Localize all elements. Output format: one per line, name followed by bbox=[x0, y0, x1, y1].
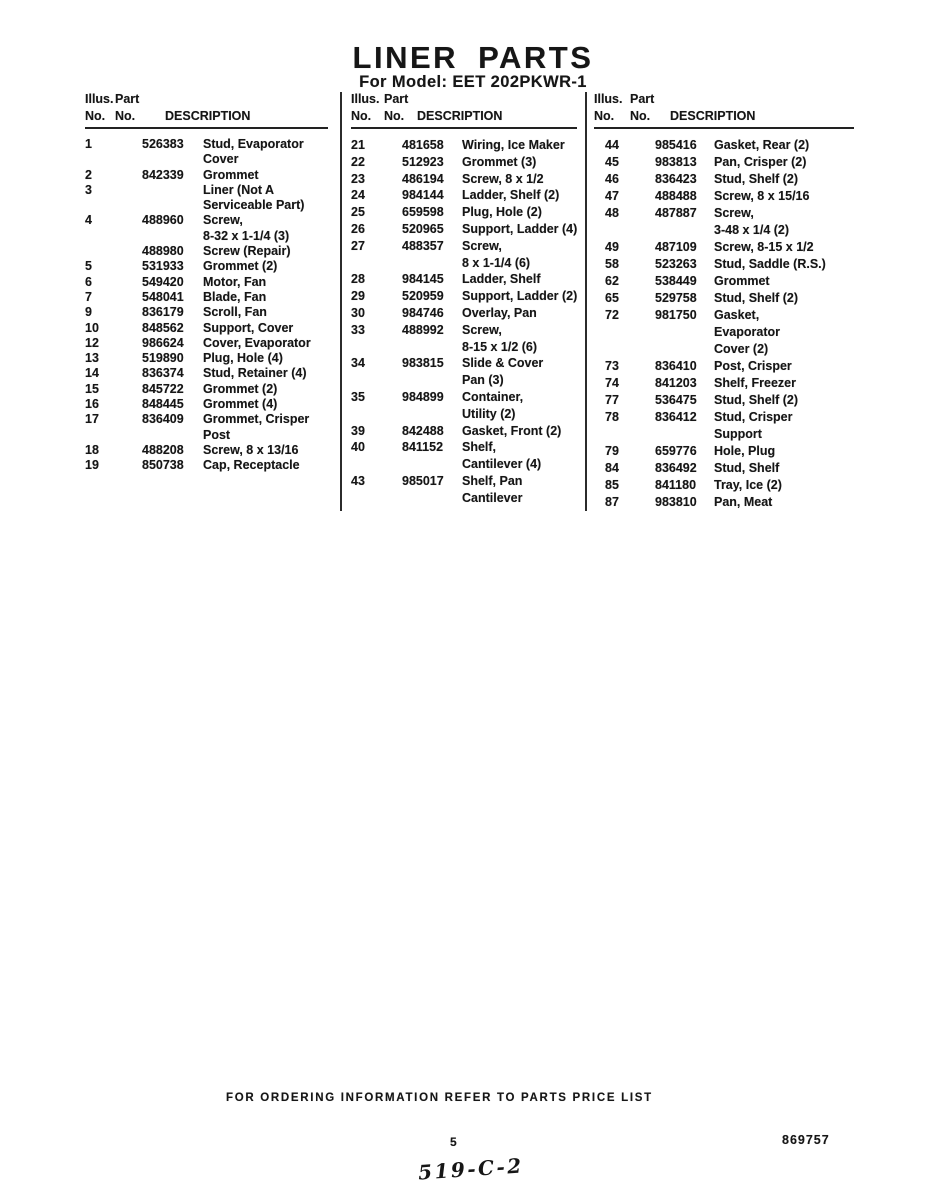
illus-no: 23 bbox=[351, 171, 365, 186]
illus-no: 84 bbox=[605, 461, 619, 475]
illus-no: 4 bbox=[85, 213, 92, 228]
table-row bbox=[605, 290, 866, 307]
illus-no: 2 bbox=[85, 167, 92, 182]
part-no: 519890 bbox=[142, 351, 184, 366]
table-row bbox=[605, 443, 866, 460]
no-header-label: No. bbox=[594, 109, 615, 123]
table-row bbox=[351, 171, 585, 188]
table-row bbox=[605, 256, 866, 273]
part-no: 520965 bbox=[402, 221, 444, 236]
description: Screw, 8 x 15/16 bbox=[714, 189, 810, 203]
table-row bbox=[605, 409, 866, 443]
table-row bbox=[351, 288, 585, 305]
table-row bbox=[85, 183, 340, 214]
model-subtitle: For Model: EET 202PKWR-1 bbox=[359, 73, 587, 91]
illus-no: 45 bbox=[605, 155, 619, 169]
illus-no: 72 bbox=[605, 308, 619, 322]
description: Shelf, Cantilever (4) bbox=[462, 440, 542, 472]
part-no: 842488 bbox=[402, 423, 444, 438]
table-row bbox=[605, 460, 866, 477]
description: Wiring, Ice Maker bbox=[462, 138, 565, 152]
part-no: 842339 bbox=[142, 167, 184, 182]
part-no: 538449 bbox=[655, 274, 697, 288]
part-no: 983810 bbox=[655, 495, 697, 509]
part-no: 848445 bbox=[142, 397, 184, 412]
description: Screw, 3-48 x 1/4 (2) bbox=[714, 206, 790, 237]
page-number: 5 bbox=[450, 1135, 457, 1149]
part-no: 526383 bbox=[142, 137, 184, 151]
description: Blade, Fan bbox=[203, 289, 267, 304]
illus-no: 34 bbox=[351, 356, 365, 371]
description: Screw (Repair) bbox=[203, 244, 291, 259]
illus-no: 25 bbox=[351, 205, 365, 220]
part-no: 512923 bbox=[402, 154, 444, 169]
part-no: 536475 bbox=[655, 393, 697, 407]
table-row bbox=[85, 259, 340, 274]
table-row bbox=[351, 355, 585, 389]
table-row bbox=[85, 137, 340, 168]
illus-no: 33 bbox=[351, 322, 365, 337]
table-row bbox=[85, 213, 340, 244]
parts-tables bbox=[80, 92, 866, 511]
illus-no: 22 bbox=[351, 154, 365, 169]
description: Screw, 8-32 x 1-1/4 (3) bbox=[203, 213, 290, 243]
part-header-label: Part bbox=[115, 92, 140, 106]
description: Overlay, Pan bbox=[462, 305, 537, 320]
description: Ladder, Shelf (2) bbox=[462, 188, 560, 203]
table-row bbox=[85, 168, 340, 183]
no-header-label: No. bbox=[384, 109, 405, 123]
illus-no: 29 bbox=[351, 289, 365, 304]
table-rows bbox=[85, 137, 340, 474]
illus-no: 5 bbox=[85, 259, 92, 274]
description: Screw, 8-15 x 1/2 (6) bbox=[462, 322, 538, 354]
illus-no: 28 bbox=[351, 272, 365, 287]
description: Stud, Saddle (R.S.) bbox=[714, 257, 826, 271]
illus-no: 58 bbox=[605, 257, 619, 271]
description-header-label: DESCRIPTION bbox=[670, 109, 756, 123]
table-row bbox=[605, 494, 866, 511]
illus-no: 79 bbox=[605, 444, 619, 458]
table-row bbox=[351, 322, 585, 356]
illus-no: 3 bbox=[85, 182, 92, 197]
description: Pan, Crisper (2) bbox=[714, 155, 807, 169]
no-header-label: No. bbox=[351, 109, 372, 123]
part-no: 985017 bbox=[402, 473, 444, 488]
illus-no: 7 bbox=[85, 289, 92, 304]
description: Pan, Meat bbox=[714, 495, 773, 509]
description: Stud, Evaporator Cover bbox=[203, 137, 304, 167]
description: Slide & Cover Pan (3) bbox=[462, 356, 544, 388]
table-row bbox=[605, 307, 866, 358]
column-header bbox=[85, 92, 328, 129]
part-no: 836374 bbox=[142, 366, 184, 381]
part-no: 488208 bbox=[142, 442, 184, 457]
table-row bbox=[351, 271, 585, 288]
illus-no: 87 bbox=[605, 495, 619, 509]
illus-no: 16 bbox=[85, 397, 99, 412]
description: Stud, Shelf (2) bbox=[714, 393, 799, 407]
part-no: 836179 bbox=[142, 305, 184, 320]
column-header bbox=[594, 92, 854, 129]
description: Gasket, Rear (2) bbox=[714, 138, 810, 152]
parts-table-column-2 bbox=[340, 92, 587, 511]
table-row bbox=[605, 171, 866, 188]
illus-no: 48 bbox=[605, 206, 619, 220]
description: Motor, Fan bbox=[203, 274, 267, 289]
part-no: 836410 bbox=[655, 359, 697, 373]
illus-no: 15 bbox=[85, 381, 99, 396]
table-row bbox=[351, 238, 585, 272]
illus-no: 17 bbox=[85, 412, 99, 427]
part-no: 659598 bbox=[402, 205, 444, 220]
part-no: 488960 bbox=[142, 213, 184, 228]
illus-no: 73 bbox=[605, 359, 619, 373]
page-title: LINER PARTS bbox=[352, 40, 594, 75]
description: Stud, Crisper Support bbox=[714, 410, 793, 441]
description: Support, Cover bbox=[203, 320, 294, 335]
description: Stud, Shelf (2) bbox=[714, 291, 799, 305]
description: Cap, Receptacle bbox=[203, 458, 300, 473]
part-no: 836423 bbox=[655, 172, 697, 186]
part-no: 983815 bbox=[402, 356, 444, 371]
part-no: 984746 bbox=[402, 305, 444, 320]
part-no: 986624 bbox=[142, 335, 184, 350]
part-header-label: Part bbox=[384, 92, 409, 106]
part-no: 488980 bbox=[142, 244, 184, 259]
part-no: 520959 bbox=[402, 289, 444, 304]
table-row bbox=[85, 336, 340, 351]
table-row bbox=[351, 439, 585, 473]
illus-header-label: Illus. bbox=[85, 92, 114, 106]
table-row bbox=[605, 273, 866, 290]
description: Gasket, Front (2) bbox=[462, 423, 562, 438]
table-row bbox=[85, 443, 340, 458]
part-no bbox=[142, 183, 203, 214]
illus-no: 30 bbox=[351, 305, 365, 320]
part-no: 531933 bbox=[142, 259, 184, 274]
part-no: 486194 bbox=[402, 171, 444, 186]
table-row bbox=[605, 392, 866, 409]
description: Stud, Retainer (4) bbox=[203, 366, 307, 381]
illus-no: 12 bbox=[85, 335, 99, 350]
description: Screw, 8-15 x 1/2 bbox=[714, 240, 814, 254]
table-rows bbox=[605, 137, 866, 511]
part-no: 488992 bbox=[402, 322, 444, 337]
table-row bbox=[85, 397, 340, 412]
table-row bbox=[351, 221, 585, 238]
part-no: 984899 bbox=[402, 389, 444, 404]
illus-no: 27 bbox=[351, 238, 365, 253]
part-no: 549420 bbox=[142, 274, 184, 289]
table-row bbox=[351, 423, 585, 440]
description: Gasket, Evaporator Cover (2) bbox=[714, 308, 780, 356]
table-row bbox=[605, 205, 866, 239]
description: Plug, Hole (4) bbox=[203, 351, 283, 366]
illus-no: 78 bbox=[605, 410, 619, 424]
illus-no: 62 bbox=[605, 274, 619, 288]
description: Stud, Shelf (2) bbox=[714, 172, 799, 186]
description: Screw, 8 x 1/2 bbox=[462, 171, 544, 186]
table-row bbox=[85, 305, 340, 320]
description: Shelf, Freezer bbox=[714, 376, 796, 390]
description: Shelf, Pan Cantilever bbox=[462, 473, 523, 505]
part-no: 984144 bbox=[402, 188, 444, 203]
part-no: 983813 bbox=[655, 155, 697, 169]
no-header-label: No. bbox=[115, 109, 136, 123]
part-no: 836492 bbox=[655, 461, 697, 475]
table-row bbox=[605, 358, 866, 375]
description: Grommet bbox=[714, 274, 770, 288]
table-row bbox=[85, 458, 340, 473]
parts-table-column-1 bbox=[80, 92, 340, 511]
table-row bbox=[351, 305, 585, 322]
description: Grommet (4) bbox=[203, 397, 278, 412]
illus-no: 14 bbox=[85, 366, 99, 381]
part-no: 487109 bbox=[655, 240, 697, 254]
description: Grommet, Crisper Post bbox=[203, 412, 310, 442]
illus-no: 35 bbox=[351, 389, 365, 404]
table-row bbox=[85, 382, 340, 397]
description: Cover, Evaporator bbox=[203, 335, 311, 350]
illus-no: 65 bbox=[605, 291, 619, 305]
part-no: 529758 bbox=[655, 291, 697, 305]
part-no: 841152 bbox=[402, 440, 444, 455]
description: Grommet (3) bbox=[462, 154, 537, 169]
part-no: 481658 bbox=[402, 138, 444, 152]
description: Grommet (2) bbox=[203, 259, 278, 274]
part-no: 841180 bbox=[655, 478, 697, 492]
part-no: 523263 bbox=[655, 257, 697, 271]
table-row bbox=[605, 137, 866, 154]
illus-no: 18 bbox=[85, 442, 99, 457]
illus-no: 49 bbox=[605, 240, 619, 254]
illus-no: 13 bbox=[85, 351, 99, 366]
table-row bbox=[351, 187, 585, 204]
table-row bbox=[351, 137, 585, 154]
illus-no: 1 bbox=[85, 137, 92, 151]
ordering-note: FOR ORDERING INFORMATION REFER TO PARTS PRICE LIST bbox=[226, 1092, 653, 1104]
illus-header-label: Illus. bbox=[351, 92, 380, 106]
part-no: 841203 bbox=[655, 376, 697, 390]
table-row bbox=[85, 351, 340, 366]
illus-header-label: Illus. bbox=[594, 92, 623, 106]
illus-no: 47 bbox=[605, 189, 619, 203]
description: Grommet bbox=[203, 167, 259, 182]
illus-no: 9 bbox=[85, 305, 92, 320]
table-row bbox=[351, 204, 585, 221]
description-header-label: DESCRIPTION bbox=[165, 109, 251, 123]
illus-no: 24 bbox=[351, 188, 365, 203]
description: Tray, Ice (2) bbox=[714, 478, 782, 492]
illus-no: 85 bbox=[605, 478, 619, 492]
illus-no: 6 bbox=[85, 274, 92, 289]
table-rows bbox=[351, 137, 585, 507]
part-no: 985416 bbox=[655, 138, 697, 152]
table-row bbox=[351, 154, 585, 171]
document-number: 869757 bbox=[782, 1133, 830, 1147]
table-row bbox=[605, 154, 866, 171]
description: Scroll, Fan bbox=[203, 305, 267, 320]
description: Post, Crisper bbox=[714, 359, 792, 373]
part-no: 488488 bbox=[655, 189, 697, 203]
part-no: 659776 bbox=[655, 444, 697, 458]
table-row bbox=[605, 477, 866, 494]
table-row bbox=[605, 188, 866, 205]
illus-no: 19 bbox=[85, 458, 99, 473]
description: Support, Ladder (4) bbox=[462, 221, 578, 236]
illus-no: 77 bbox=[605, 393, 619, 407]
description: Ladder, Shelf bbox=[462, 272, 541, 287]
description: Grommet (2) bbox=[203, 381, 278, 396]
illus-no: 46 bbox=[605, 172, 619, 186]
part-no: 981750 bbox=[655, 308, 697, 322]
no-header-label: No. bbox=[630, 109, 651, 123]
description: Hole, Plug bbox=[714, 444, 776, 458]
illus-no: 74 bbox=[605, 376, 619, 390]
handwritten-note: 519-C-2 bbox=[417, 1153, 525, 1185]
part-header-label: Part bbox=[630, 92, 655, 106]
description: Screw, 8 x 1-1/4 (6) bbox=[462, 238, 531, 270]
description-header-label: DESCRIPTION bbox=[417, 109, 503, 123]
parts-table-column-3 bbox=[587, 92, 866, 511]
illus-no: 21 bbox=[351, 138, 365, 152]
illus-no: 43 bbox=[351, 473, 365, 488]
part-no: 836409 bbox=[142, 412, 184, 427]
no-header-label: No. bbox=[85, 109, 106, 123]
part-no: 850738 bbox=[142, 458, 184, 473]
description: Stud, Shelf bbox=[714, 461, 780, 475]
description: Support, Ladder (2) bbox=[462, 289, 578, 304]
illus-no: 40 bbox=[351, 440, 365, 455]
illus-no: 26 bbox=[351, 221, 365, 236]
table-row bbox=[605, 239, 866, 256]
part-no: 845722 bbox=[142, 381, 184, 396]
illus-no: 10 bbox=[85, 320, 99, 335]
part-no: 548041 bbox=[142, 289, 184, 304]
column-header bbox=[351, 92, 577, 129]
table-row bbox=[85, 290, 340, 305]
part-no: 488357 bbox=[402, 238, 444, 253]
table-row bbox=[85, 321, 340, 336]
part-no: 487887 bbox=[655, 206, 697, 220]
table-row bbox=[351, 473, 585, 507]
table-row bbox=[85, 244, 340, 259]
part-no: 836412 bbox=[655, 410, 697, 424]
description: Container, Utility (2) bbox=[462, 389, 524, 421]
table-row bbox=[605, 375, 866, 392]
table-row bbox=[85, 275, 340, 290]
description: Plug, Hole (2) bbox=[462, 205, 542, 220]
part-no: 984145 bbox=[402, 272, 444, 287]
description: Liner (Not A Serviceable Part) bbox=[203, 182, 305, 213]
illus-no: 39 bbox=[351, 423, 365, 438]
table-row bbox=[351, 389, 585, 423]
illus-no bbox=[85, 244, 142, 259]
description: Screw, 8 x 13/16 bbox=[203, 442, 299, 457]
part-no: 848562 bbox=[142, 320, 184, 335]
table-row bbox=[85, 412, 340, 443]
table-row bbox=[85, 366, 340, 381]
illus-no: 44 bbox=[605, 138, 619, 152]
